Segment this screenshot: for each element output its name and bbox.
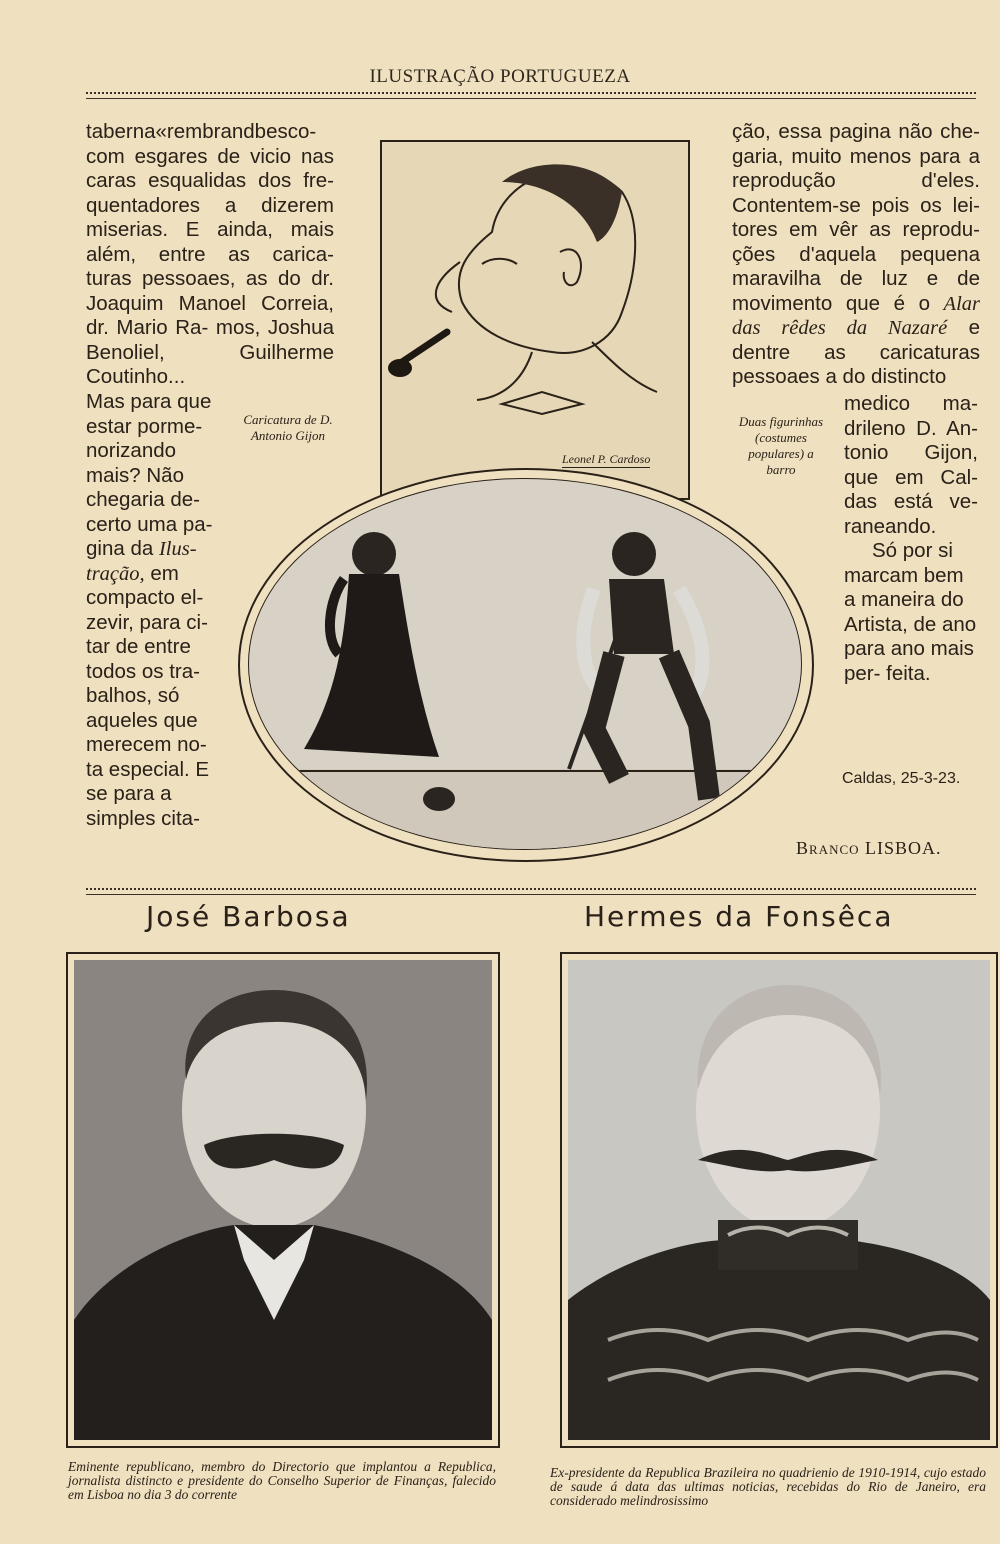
figurines-caption: Duas figurinhas (costumes populares) a barro [738, 414, 824, 477]
section-rule [86, 888, 976, 895]
caricature-signature: Leonel P. Cardoso [562, 452, 651, 466]
portrait-photo-1 [74, 960, 492, 1440]
portrait-photo-2 [568, 960, 990, 1440]
right-text-italic: Alar das rêdes da Nazaré [732, 292, 980, 339]
portrait-title-1: José Barbosa [146, 900, 351, 933]
signature-first: Branco [796, 838, 860, 858]
left-text-italic: Ilus- tração, [86, 538, 197, 585]
right-column-paragraph-1 [732, 120, 980, 390]
right-column-paragraph-3: Só por si marcam bem a maneira do Artista, de ano para ano mais per- feita. [844, 539, 977, 685]
portrait-title-2: Hermes da Fonsêca [584, 900, 894, 933]
portrait-caption-2: Ex-presidente da Republica Brazileira no quadrienio de 1910-1914, cujo estado de saude á data das ultimas noticias, recebidas do Rio de Janeiro, era considerado melindrosissimo [550, 1465, 986, 1508]
left-column-paragraph-1: taberna«rembrandbesco- com esgares de vicio nas caras esqualidas dos fre- quentadores a dizerem miserias. E ainda, mais além, entre as carica- turas pessoaes, as do dr. Joaquim Manoel Correia, dr. Mario Ra- mos, Joshua Benoliel, Guilherme Coutinho... [86, 120, 334, 388]
caricature-caption: Caricatura de D. Antonio Gijon [243, 412, 333, 443]
author-signature [796, 838, 942, 859]
left-column-top [86, 120, 334, 390]
left-text-b: em compacto el- zevir, para ci- tar de entre todos os tra- balhos, só aqueles que merecem no- ta especial. E se para a simples cita- [86, 561, 210, 830]
caricature-drawing [382, 142, 688, 498]
page-header: ILUSTRAÇÃO PORTUGUEZA [369, 66, 631, 87]
figurines-image [249, 479, 801, 849]
dateline: Caldas, 25-3-23. [842, 770, 961, 787]
left-column-bottom [86, 390, 218, 831]
portrait-image-2 [568, 960, 990, 1440]
figurines-oval-frame [238, 468, 814, 862]
caricature-frame [380, 140, 690, 500]
right-text-b: e dentre as caricaturas pessoaes a do distincto [732, 316, 980, 388]
right-text-a: ção, essa pagina não che- garia, muito menos para a reprodução d'eles. Contentem-se pois os lei- tores em vêr as reprodu- ções d'aquela pequena maravilha de luz e de movimento que é o [732, 120, 980, 315]
right-column-paragraph-2: medico ma- drileno D. An- tonio Gijon, que em Cal- das está ve- raneando. [844, 392, 978, 538]
right-column-bottom [844, 392, 978, 686]
portrait-caption-1: Eminente republicano, membro do Directorio que implantou a Republica, jornalista distincto e presidente do Conselho Superior de Finanças, falecido em Lisboa no dia 3 do corrente [68, 1459, 496, 1502]
portrait-image-1 [74, 960, 492, 1440]
portrait-frame-1 [66, 952, 500, 1448]
signature-last: LISBOA. [865, 838, 942, 858]
figurines-photo [248, 478, 802, 850]
right-column-top [732, 120, 980, 390]
portrait-frame-2 [560, 952, 998, 1448]
left-text-a: Mas para que estar porme- norizando mais? Não chegaria de- certo uma pa- gina da [86, 390, 213, 560]
left-column-paragraph-2 [86, 390, 218, 831]
header-rule [86, 92, 976, 99]
